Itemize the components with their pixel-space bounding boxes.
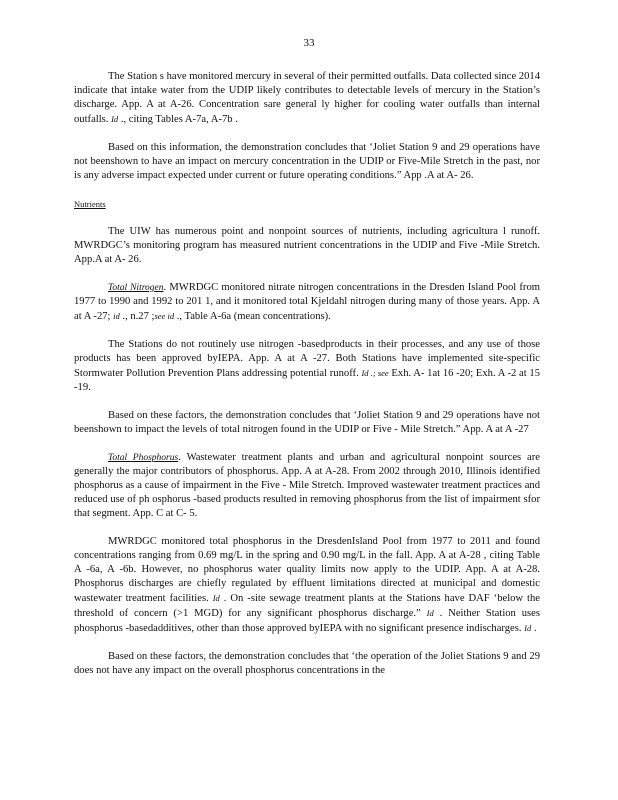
paragraph-phosphorus-sources <box>74 451 540 521</box>
subheading-total-phosphorus: Total Phosphorus <box>108 453 179 463</box>
paragraph-text: . MWRDGC monitored nitrate nitrogen concentrations in the Dresden Island Pool from 1977 to 1990 and 1992 to 201 1, and it monitored total Kjeldahl nitrogen during many of those years. App. A at A -27; <box>74 282 540 322</box>
paragraph-text: ., n.27 ; <box>119 311 155 322</box>
citation-id: Id <box>426 608 434 618</box>
citation-see-id: see id <box>154 311 175 321</box>
paragraph-text: The Station s have monitored mercury in several of their permitted outfalls. Data collected since 2014 indicate that intake water from the UDIP likely contributes to detectable levels of mercury in the Station’s discharge. App. A at A-26. Concentration sare general ly higher for cooling water outfalls than internal outfalls. <box>74 71 540 125</box>
paragraph-tail: ., citing Tables A-7a, A-7b . <box>118 114 238 125</box>
citation-id: Id <box>212 593 220 603</box>
paragraph-text: MWRDGC monitored total phosphorus in the DresdenIsland Pool from 1977 to 2011 and found concentrations ranging from 0.69 mg/L in the spring and 0.90 mg/L in the fall. App. A at A-28 , citing Table A -6a, A -6b. However, no phosphorus water quality limits now apply to the UDIP. App. A at A-28. Phosphorus discharges are chiefly regulated by effluent limitations directed at municipal and domestic wastewater treatment facilities. <box>74 536 540 604</box>
citation-id: Id <box>524 623 532 633</box>
paragraph-phosphorus-conclusion: Based on these factors, the demonstration concludes that ‘the operation of the Joliet Stations 9 and 29 does not have any impact on the overall phosphorus concentrations in the <box>74 651 540 676</box>
paragraph-text: . Wastewater treatment plants and urban and agricultural nonpoint sources are generally the major contributors of phosphorus. App. A at A-28. From 2002 through 2010, Illinois identified phosphorus as a cause of impairment in the Five - Mile Stretch. Improved wastewater treatment practices and reduced use of ph osphorus -based products resulted in removing phosphorus from the list of impairment sfor that segment. App. C at C- 5. <box>74 452 540 519</box>
paragraph-text: . <box>531 623 537 634</box>
paragraph-text: Exh. A- 1at 16 -20; Exh. A -2 at 15 -19. <box>74 368 541 393</box>
document-body <box>74 70 540 692</box>
page-number: 33 <box>303 37 315 49</box>
paragraph-text: ., Table A-6a (mean concentrations). <box>174 311 331 322</box>
subheading-total-nitrogen: Total Nitrogen <box>108 283 164 293</box>
paragraph-text: The Stations do not routinely use nitrogen -basedproducts in their processes, and any use of those products has been approved byIEPA. App. A at A -27. Both Stations have implemented site-specific Stormwater Pollution Prevention Plans addressing potential runoff. <box>74 339 540 379</box>
paragraph-nutrients-intro: The UIW has numerous point and nonpoint sources of nutrients, including agricultura l runoff. MWRDGC’s monitoring program has measured nutrient concentrations in the UDIP and Five -Mile Stretch. App.A at A- 26. <box>74 226 540 265</box>
paragraph-nitrogen-monitoring <box>74 281 540 324</box>
paragraph-phosphorus-monitoring <box>74 535 540 636</box>
citation-id: id <box>113 311 120 321</box>
paragraph-text: . Neither Station uses phosphorus -basedadditives, other than those approved byIEPA with no significant presence indischarges. <box>74 608 540 634</box>
citation-id-see: Id .; see <box>361 368 389 378</box>
paragraph-nitrogen-use <box>74 338 540 395</box>
section-heading-nutrients: Nutrients <box>74 199 106 209</box>
paragraph-mercury-conclusion: Based on this information, the demonstration concludes that ‘Joliet Station 9 and 29 operations have not beenshown to have an impact on mercury concentration in the UDIP or Five-Mile Stretch in the past, nor is any adverse impact expected under current or future operating conditions.” App .A at A- 26. <box>74 142 540 181</box>
paragraph-text: . On -site sewage treatment plants at the Stations have DAF ‘below the threshold of concern (>1 MGD) for any significant phosphorus discharge.” <box>74 593 540 619</box>
paragraph-mercury-monitoring <box>74 70 540 127</box>
paragraph-nitrogen-conclusion: Based on these factors, the demonstration concludes that ‘Joliet Station 9 and 29 operations have not beenshown to impact the levels of total nitrogen found in the UDIP or Five - Mile Stretch.” App. A at A -27 <box>74 410 540 435</box>
citation-id: Id <box>111 114 119 124</box>
